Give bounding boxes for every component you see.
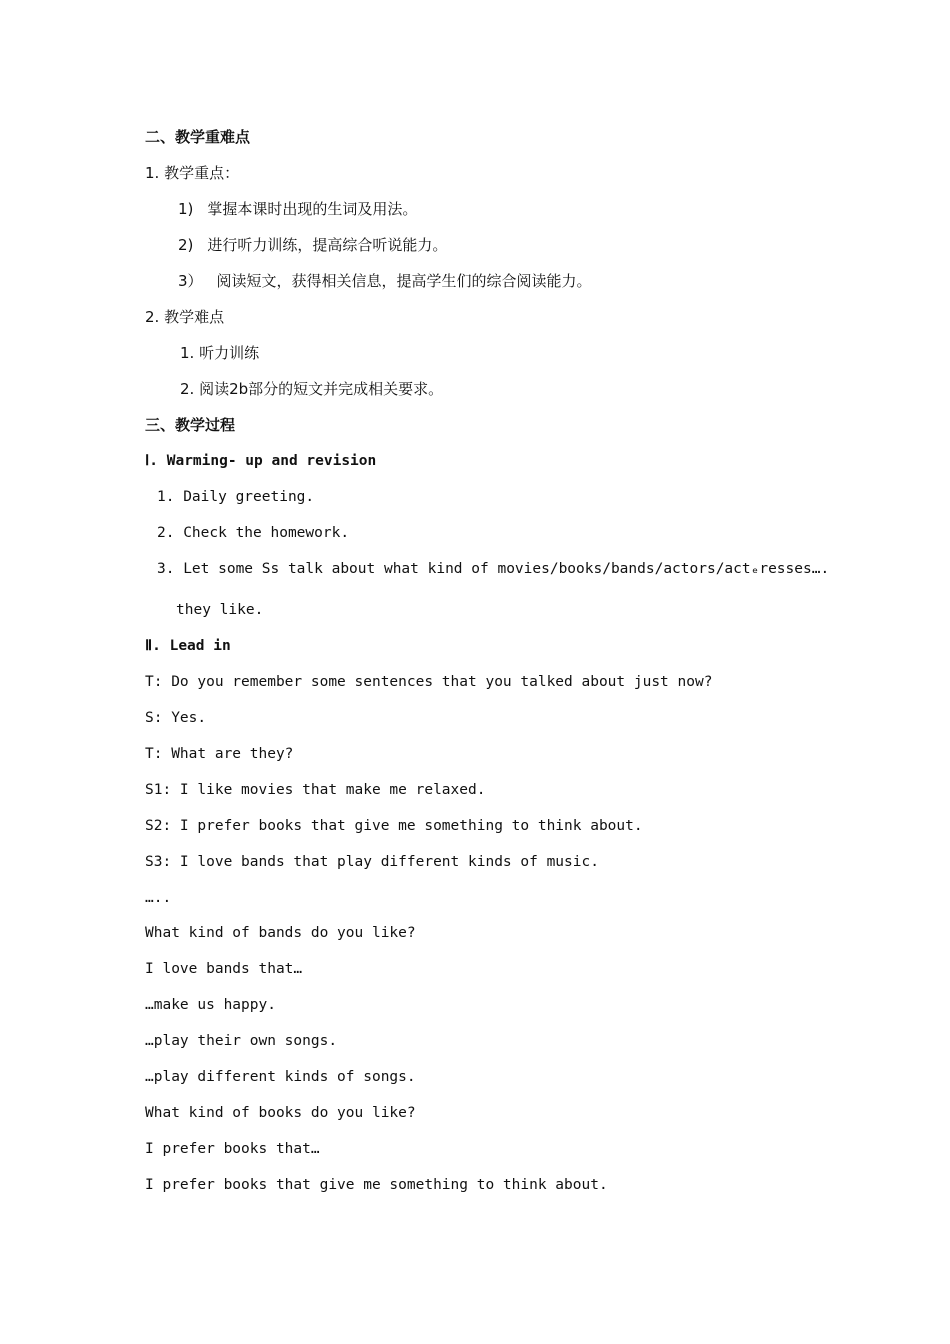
- list-item: 1. 听力训练: [180, 344, 260, 362]
- list-item-number: 3）: [178, 272, 203, 290]
- dialogue-line: …make us happy.: [145, 997, 276, 1013]
- list-item-continuation: they like.: [176, 602, 264, 618]
- dialogue-line: S1: I like movies that make me relaxed.: [145, 782, 486, 798]
- section-heading-key-points: 二、教学重难点: [145, 128, 251, 146]
- dialogue-line: …play their own songs.: [145, 1033, 338, 1049]
- dialogue-line: S: Yes.: [145, 710, 207, 726]
- part-heading-lead-in: Ⅱ. Lead in: [145, 638, 231, 654]
- list-item: 2. Check the homework.: [157, 525, 350, 541]
- dialogue-line: S2: I prefer books that give me something to think about.: [145, 818, 643, 834]
- list-item-number: 1): [178, 200, 194, 218]
- list-item-text: 进行听力训练，提高综合听说能力。: [207, 236, 448, 254]
- dialogue-line: I love bands that…: [145, 961, 303, 977]
- list-item: 3. Let some Ss talk about what kind of movies/books/bands/actors/actₑresses….: [157, 561, 830, 577]
- list-item: 2. 阅读2b部分的短文并完成相关要求。: [180, 380, 444, 398]
- list-item-text: 掌握本课时出现的生词及用法。: [207, 200, 418, 218]
- section-heading-teaching-process: 三、教学过程: [145, 416, 236, 434]
- list-item-text: 阅读短文，获得相关信息，提高学生们的综合阅读能力。: [216, 272, 592, 290]
- dialogue-line: …play different kinds of songs.: [145, 1069, 416, 1085]
- list-item: [178, 271, 592, 291]
- part-heading-warming-up: Ⅰ. Warming- up and revision: [145, 453, 377, 469]
- dialogue-line: I prefer books that…: [145, 1141, 320, 1157]
- dialogue-line: S3: I love bands that play different kinds of music.: [145, 854, 599, 870]
- dialogue-line: What kind of bands do you like?: [145, 925, 416, 941]
- list-item: [178, 235, 447, 255]
- dialogue-line: …..: [145, 890, 172, 906]
- dialogue-line: I prefer books that give me something to think about.: [145, 1177, 608, 1193]
- dialogue-line: T: Do you remember some sentences that you talked about just now?: [145, 674, 713, 690]
- list-item-teaching-focus: 1. 教学重点：: [145, 164, 240, 182]
- dialogue-line: T: What are they?: [145, 746, 294, 762]
- list-item-teaching-difficulty: 2. 教学难点: [145, 308, 225, 326]
- list-item-number: 2): [178, 236, 194, 254]
- dialogue-line: What kind of books do you like?: [145, 1105, 416, 1121]
- list-item: [178, 199, 417, 219]
- list-item: 1. Daily greeting.: [157, 489, 315, 505]
